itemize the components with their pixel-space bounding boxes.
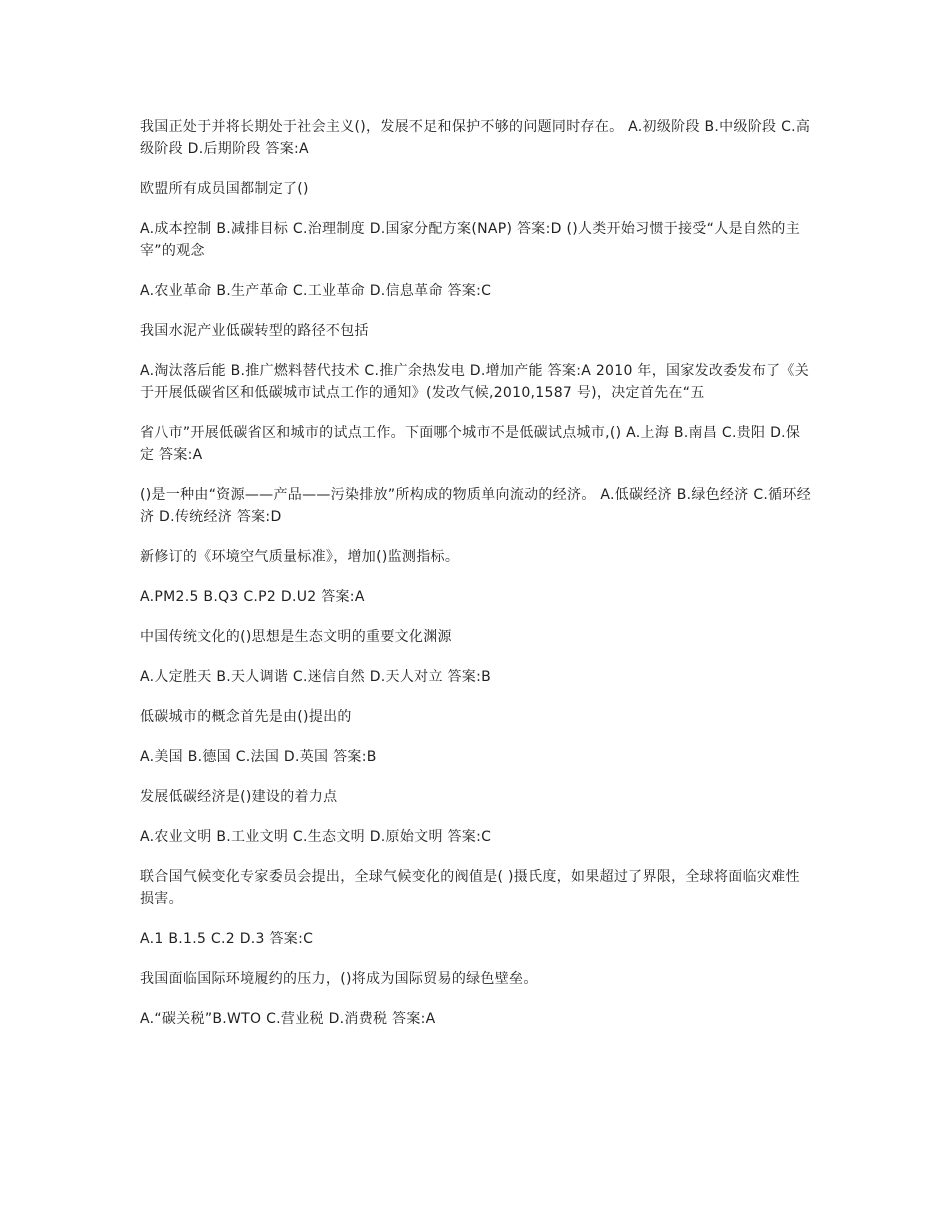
document-page (140, 116, 812, 1048)
paragraph-9: 新修订的《环境空气质量标准》，增加()监测指标。 (140, 549, 460, 565)
paragraph-8: ()是一种由“资源——产品——污染排放”所构成的物质单向流动的经济。 A.低碳经济 B.绿色经济 C.循环经济 D.传统经济 答案:D (140, 487, 812, 525)
paragraph-14: A.美国 B.德国 C.法国 D.英国 答案:B (140, 749, 377, 765)
paragraph-13: 低碳城市的概念首先是由()提出的 (140, 709, 352, 725)
paragraph-7: 省八市”开展低碳省区和城市的试点工作。下面哪个城市不是低碳试点城市,() A.上海 B.南昌 C.贵阳 D.保定 答案:A (140, 425, 801, 463)
paragraph-1: 我国正处于并将长期处于社会主义()，发展不足和保护不够的问题同时存在。 A.初级阶段 B.中级阶段 C.高级阶段 D.后期阶段 答案:A (140, 119, 811, 157)
paragraph-5: 我国水泥产业低碳转型的路径不包括 (140, 323, 369, 339)
paragraph-3: A.成本控制 B.减排目标 C.治理制度 D.国家分配方案(NAP) 答案:D ()人类开始习惯于接受“人是自然的主宰”的观念 (140, 221, 801, 259)
paragraph-19: 我国面临国际环境履约的压力，()将成为国际贸易的绿色壁垒。 (140, 971, 538, 987)
paragraph-10: A.PM2.5 B.Q3 C.P2 D.U2 答案:A (140, 589, 365, 605)
paragraph-2: 欧盟所有成员国都制定了() (140, 181, 309, 197)
paragraph-20: A.“碳关税”B.WTO C.营业税 D.消费税 答案:A (140, 1011, 436, 1027)
paragraph-17: 联合国气候变化专家委员会提出，全球气候变化的阀值是( )摄氏度，如果超过了界限，全球将面临灾难性损害。 (140, 869, 800, 907)
paragraph-4: A.农业革命 B.生产革命 C.工业革命 D.信息革命 答案:C (140, 283, 492, 299)
paragraph-6: A.淘汰落后能 B.推广燃料替代技术 C.推广余热发电 D.增加产能 答案:A 2010 年，国家发改委发布了《关于开展低碳省区和低碳城市试点工作的通知》(发改气候,2010,1587 号)，决定首先在“五 (140, 363, 810, 401)
paragraph-16: A.农业文明 B.工业文明 C.生态文明 D.原始文明 答案:C (140, 829, 492, 845)
paragraph-15: 发展低碳经济是()建设的着力点 (140, 789, 338, 805)
paragraph-11: 中国传统文化的()思想是生态文明的重要文化渊源 (140, 629, 452, 645)
paragraph-18: A.1 B.1.5 C.2 D.3 答案:C (140, 931, 314, 947)
paragraph-12: A.人定胜天 B.天人调谐 C.迷信自然 D.天人对立 答案:B (140, 669, 492, 685)
